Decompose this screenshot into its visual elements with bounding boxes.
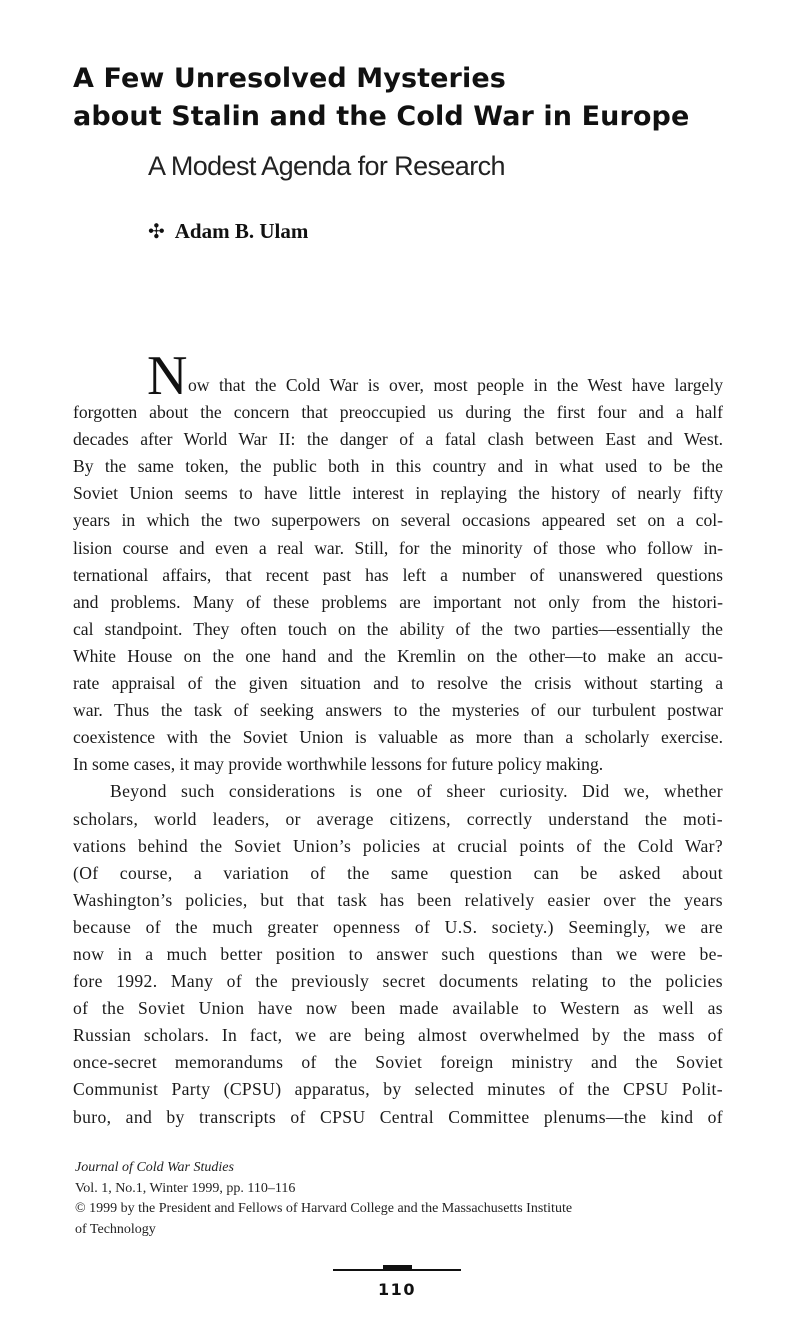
paragraph-line: Beyond such considerations is one of sheer curiosity. Did we, whether [110,781,723,802]
paragraph-line: In some cases, it may provide worthwhile lessons for future policy making. [73,754,604,775]
paragraph-line: decades after World War II: the danger of a fatal clash between East and West. [73,429,723,450]
paragraph-line: rate appraisal of the given situation and to resolve the crisis without starting a [73,673,723,694]
drop-cap: N [147,345,188,407]
title-line-2: about Stalin and the Cold War in Europe [73,101,690,132]
paragraph-line: of the Soviet Union have now been made available to Western as well as [73,998,723,1019]
paragraph-line: cal standpoint. They often touch on the ability of the two parties—essentially the [73,618,723,639]
copyright-line: of Technology [75,1221,156,1237]
paragraph-line: once-secret memorandums of the Soviet foreign ministry and the Soviet [73,1052,723,1073]
paragraph-line: war. Thus the task of seeking answers to the mysteries of our turbulent postwar [73,700,723,721]
paragraph-line: scholars, world leaders, or average citizens, correctly understand the moti- [73,808,723,829]
paragraph-line: White House on the one hand and the Kremlin on the other—to make an accu- [73,645,723,666]
page-number: 110 [378,1280,416,1299]
paragraph-line: Soviet Union seems to have little interest in replaying the history of nearly fifty [73,483,723,504]
article-subtitle: A Modest Agenda for Research [148,151,505,181]
paragraph-2 [73,778,723,1130]
paragraph-line: fore 1992. Many of the previously secret documents relating to the policies [73,971,723,992]
paragraph-line: Communist Party (CPSU) apparatus, by selected minutes of the CPSU Polit- [73,1079,723,1100]
ornament-icon: ✣ [148,221,165,243]
journal-name: Journal of Cold War Studies [75,1160,234,1175]
paragraph-line: By the same token, the public both in this country and in what used to be the [73,456,723,477]
paragraph-line: because of the much greater openness of U.S. society.) Seemingly, we are [73,916,723,937]
paragraph-line: Russian scholars. In fact, we are being almost overwhelmed by the mass of [73,1025,723,1046]
paragraph-line: buro, and by transcripts of CPSU Central Committee plenums—the kind of [73,1106,723,1127]
paragraph-line: years in which the two superpowers on several occasions appeared set on a col- [73,510,723,531]
paragraph-line: and problems. Many of these problems are important not only from the histori- [73,591,723,612]
volume-info: Vol. 1, No.1, Winter 1999, pp. 110–116 [75,1180,296,1196]
author-name: Adam B. Ulam [174,219,309,243]
paragraph-line: N ow that the Cold War is over, most people in the West have largely [147,345,723,407]
paragraph-line: lision course and even a real war. Still, for the minority of those who follow in- [73,537,723,558]
paragraph-line: Washington’s policies, but that task has been relatively easier over the years [73,889,723,910]
page-number-rule-tab [383,1265,412,1271]
paragraph-line: coexistence with the Soviet Union is valuable as more than a scholarly exercise. [73,727,723,748]
title-line-1: A Few Unresolved Mysteries [73,63,506,94]
paragraph-line: now in a much better position to answer such questions than we were be- [73,943,723,964]
paragraph-line: (Of course, a variation of the same question can be asked about [73,862,723,883]
copyright-line: © 1999 by the President and Fellows of Harvard College and the Massachusetts Institute [75,1201,573,1216]
article-title [73,60,733,136]
paragraph-line: vations behind the Soviet Union’s policies at crucial points of the Cold War? [73,835,723,856]
citation-footer [75,1158,675,1240]
author-byline [148,219,308,244]
article-body [73,345,723,1131]
paragraph-line: forgotten about the concern that preoccupied us during the first four and a half [73,402,723,423]
paragraph-line: ternational affairs, that recent past has left a number of unanswered questions [73,564,723,585]
paragraph-1 [73,345,723,778]
